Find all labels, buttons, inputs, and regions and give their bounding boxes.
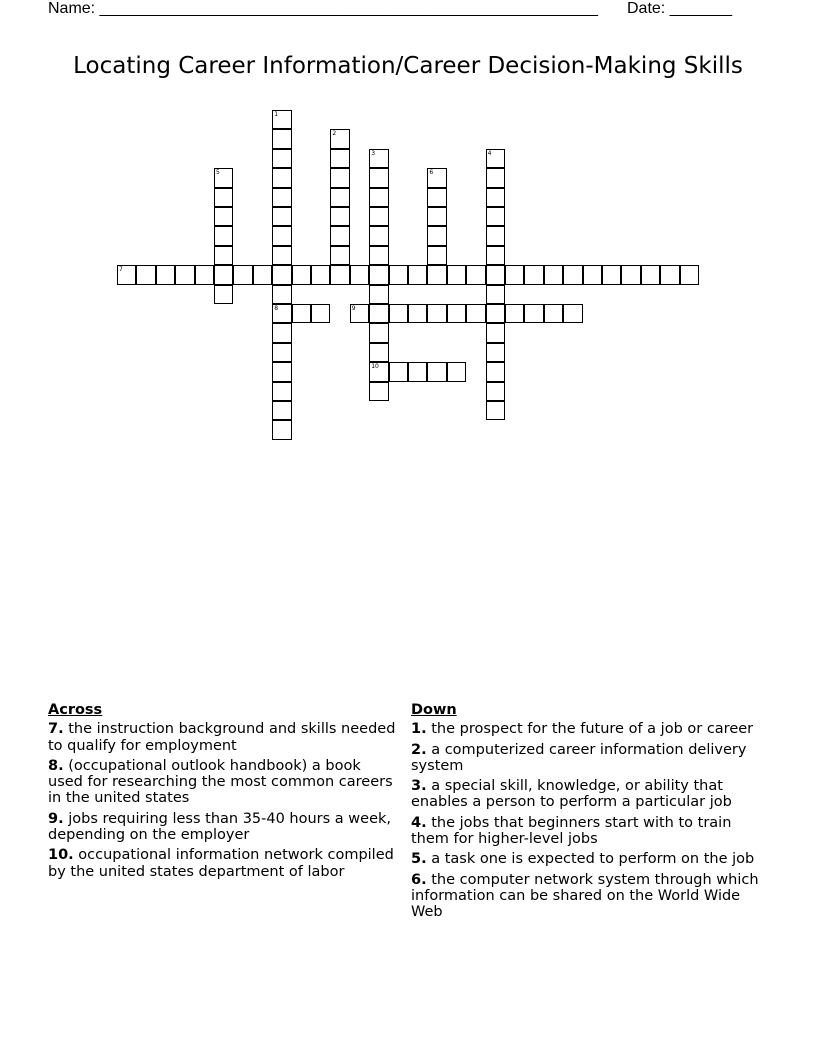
grid-cell[interactable] (427, 188, 446, 207)
grid-cell[interactable] (389, 362, 408, 381)
clue-number: 2. (411, 741, 427, 758)
grid-cell[interactable] (272, 226, 291, 245)
clue-text: the jobs that beginners start with to train them for higher-level jobs (411, 814, 732, 848)
grid-cell[interactable] (272, 382, 291, 401)
grid-cell[interactable] (272, 304, 291, 323)
grid-cell[interactable] (272, 323, 291, 342)
clue-text: the instruction background and skills needed to qualify for employment (48, 721, 396, 754)
grid-cell[interactable] (486, 168, 505, 187)
grid-cell[interactable] (427, 246, 446, 265)
across-clue (48, 758, 400, 807)
grid-cell[interactable] (330, 188, 349, 207)
grid-cell[interactable] (486, 188, 505, 207)
grid-cell[interactable] (563, 265, 582, 284)
clue-number-label: 1 (274, 111, 279, 118)
grid-cell[interactable] (486, 149, 505, 168)
grid-cell[interactable] (486, 401, 505, 420)
clue-text: jobs requiring less than 35-40 hours a week, depending on the employer (48, 810, 392, 844)
grid-cell[interactable] (369, 188, 388, 207)
grid-cell[interactable] (369, 362, 388, 381)
grid-cell[interactable] (272, 129, 291, 148)
grid-cell[interactable] (486, 246, 505, 265)
grid-cell[interactable] (505, 304, 524, 323)
down-heading: Down (411, 702, 457, 718)
grid-cell[interactable] (369, 168, 388, 187)
grid-cell[interactable] (369, 265, 388, 284)
grid-cell[interactable] (214, 246, 233, 265)
down-clues (411, 702, 763, 925)
grid-cell[interactable] (369, 323, 388, 342)
grid-cell[interactable] (641, 265, 660, 284)
grid-cell[interactable] (524, 304, 543, 323)
grid-cell[interactable] (117, 265, 136, 284)
grid-cell[interactable] (466, 265, 485, 284)
grid-cell[interactable] (272, 207, 291, 226)
grid-cell[interactable] (272, 246, 291, 265)
down-clue (411, 851, 763, 867)
grid-cell[interactable] (272, 420, 291, 439)
grid-cell[interactable] (369, 285, 388, 304)
clue-number: 8. (48, 757, 64, 774)
grid-cell[interactable] (602, 265, 621, 284)
grid-cell[interactable] (136, 265, 155, 284)
grid-cell[interactable] (427, 362, 446, 381)
grid-cell[interactable] (272, 188, 291, 207)
clue-number-label: 10 (371, 363, 379, 371)
clue-number-label: 7 (119, 266, 123, 274)
grid-cell[interactable] (369, 226, 388, 245)
clue-text: occupational information network compiled by the united states department of labor (48, 847, 394, 880)
grid-cell[interactable] (272, 149, 291, 168)
down-clue (411, 778, 763, 811)
clue-text: the computer network system through which information can be shared on the World Wide Web (411, 871, 759, 921)
clue-number: 7. (48, 721, 64, 738)
grid-cell[interactable] (330, 246, 349, 265)
grid-cell[interactable] (427, 207, 446, 226)
grid-cell[interactable] (621, 265, 640, 284)
grid-cell[interactable] (447, 362, 466, 381)
grid-cell[interactable] (486, 226, 505, 245)
grid-cell[interactable] (447, 304, 466, 323)
grid-cell[interactable] (272, 343, 291, 362)
grid-cell[interactable] (156, 265, 175, 284)
grid-cell[interactable] (350, 265, 369, 284)
grid-cell[interactable] (214, 285, 233, 304)
grid-cell[interactable] (544, 265, 563, 284)
grid-cell[interactable] (408, 265, 427, 284)
down-clue (411, 742, 763, 775)
grid-cell[interactable] (214, 188, 233, 207)
grid-cell[interactable] (466, 304, 485, 323)
clue-number: 3. (411, 778, 427, 795)
grid-cell[interactable] (486, 382, 505, 401)
grid-cell[interactable] (427, 226, 446, 245)
clue-text: (occupational outlook handbook) a book used for researching the most common careers in the united states (48, 757, 393, 807)
grid-cell[interactable] (486, 343, 505, 362)
grid-cell[interactable] (350, 304, 369, 323)
down-clue (411, 721, 763, 737)
grid-cell[interactable] (369, 304, 388, 323)
clue-text: a task one is expected to perform on the job (431, 851, 755, 868)
grid-cell[interactable] (272, 110, 291, 129)
grid-cell[interactable] (292, 265, 311, 284)
puzzle-title: Locating Career Information/Career Decision-Making Skills (73, 53, 743, 79)
grid-cell[interactable] (272, 362, 291, 381)
down-clue (411, 815, 763, 848)
grid-cell[interactable] (427, 168, 446, 187)
grid-cell[interactable] (486, 285, 505, 304)
across-heading: Across (48, 702, 103, 718)
across-clue (48, 721, 400, 754)
across-clue (48, 847, 400, 880)
grid-cell[interactable] (389, 265, 408, 284)
grid-cell[interactable] (272, 401, 291, 420)
grid-cell[interactable] (427, 304, 446, 323)
grid-cell[interactable] (253, 265, 272, 284)
date-field[interactable]: Date: _______ (627, 0, 732, 17)
grid-cell[interactable] (583, 265, 602, 284)
grid-cell[interactable] (369, 207, 388, 226)
grid-cell[interactable] (272, 285, 291, 304)
grid-cell[interactable] (369, 343, 388, 362)
crossword-grid (0, 0, 816, 460)
clue-number-label: 2 (332, 130, 337, 138)
clue-number: 6. (411, 871, 427, 888)
clue-number: 4. (411, 814, 427, 831)
grid-cell[interactable] (427, 265, 446, 284)
grid-cell[interactable] (214, 226, 233, 245)
clue-number-label: 6 (429, 169, 434, 177)
clue-number: 10. (48, 847, 74, 864)
grid-cell[interactable] (486, 265, 505, 284)
grid-cell[interactable] (660, 265, 679, 284)
grid-cell[interactable] (311, 265, 330, 284)
clue-number-label: 4 (487, 149, 492, 157)
name-field[interactable]: Name: ________________________________________________________ (48, 0, 598, 17)
across-clues (48, 702, 400, 884)
grid-cell[interactable] (214, 265, 233, 284)
grid-cell[interactable] (408, 362, 427, 381)
grid-cell[interactable] (330, 265, 349, 284)
grid-cell[interactable] (524, 265, 543, 284)
grid-cell[interactable] (544, 304, 563, 323)
grid-cell[interactable] (233, 265, 252, 284)
grid-cell[interactable] (369, 246, 388, 265)
down-clue (411, 872, 763, 921)
clue-number: 9. (48, 810, 64, 827)
grid-cell[interactable] (330, 149, 349, 168)
grid-cell[interactable] (408, 304, 427, 323)
grid-cell[interactable] (486, 207, 505, 226)
grid-cell[interactable] (680, 265, 699, 284)
clue-text: a computerized career information delivery system (411, 741, 747, 774)
grid-cell[interactable] (330, 129, 349, 148)
grid-cell[interactable] (272, 265, 291, 284)
clue-number-label: 5 (216, 169, 220, 177)
grid-cell[interactable] (195, 265, 214, 284)
grid-cell[interactable] (389, 304, 408, 323)
grid-cell[interactable] (486, 304, 505, 323)
grid-cell[interactable] (330, 207, 349, 226)
clue-number-label: 9 (351, 305, 356, 312)
clue-number: 1. (411, 721, 427, 738)
grid-cell[interactable] (447, 265, 466, 284)
grid-cell[interactable] (330, 226, 349, 245)
grid-cell[interactable] (486, 362, 505, 381)
clue-text: a special skill, knowledge, or ability that enables a person to perform a particular job (411, 778, 732, 811)
grid-cell[interactable] (330, 168, 349, 187)
grid-cell[interactable] (175, 265, 194, 284)
clue-number-label: 8 (274, 305, 279, 312)
across-clue (48, 811, 400, 844)
grid-cell[interactable] (505, 265, 524, 284)
grid-cell[interactable] (272, 168, 291, 187)
grid-cell[interactable] (369, 382, 388, 401)
clue-number-label: 3 (371, 149, 376, 157)
grid-cell[interactable] (369, 149, 388, 168)
grid-cell[interactable] (486, 323, 505, 342)
grid-cell[interactable] (311, 304, 330, 323)
grid-cell[interactable] (214, 168, 233, 187)
grid-cell[interactable] (292, 304, 311, 323)
grid-cell[interactable] (563, 304, 582, 323)
clue-number: 5. (411, 851, 427, 868)
clue-text: the prospect for the future of a job or career (431, 721, 754, 738)
grid-cell[interactable] (214, 207, 233, 226)
